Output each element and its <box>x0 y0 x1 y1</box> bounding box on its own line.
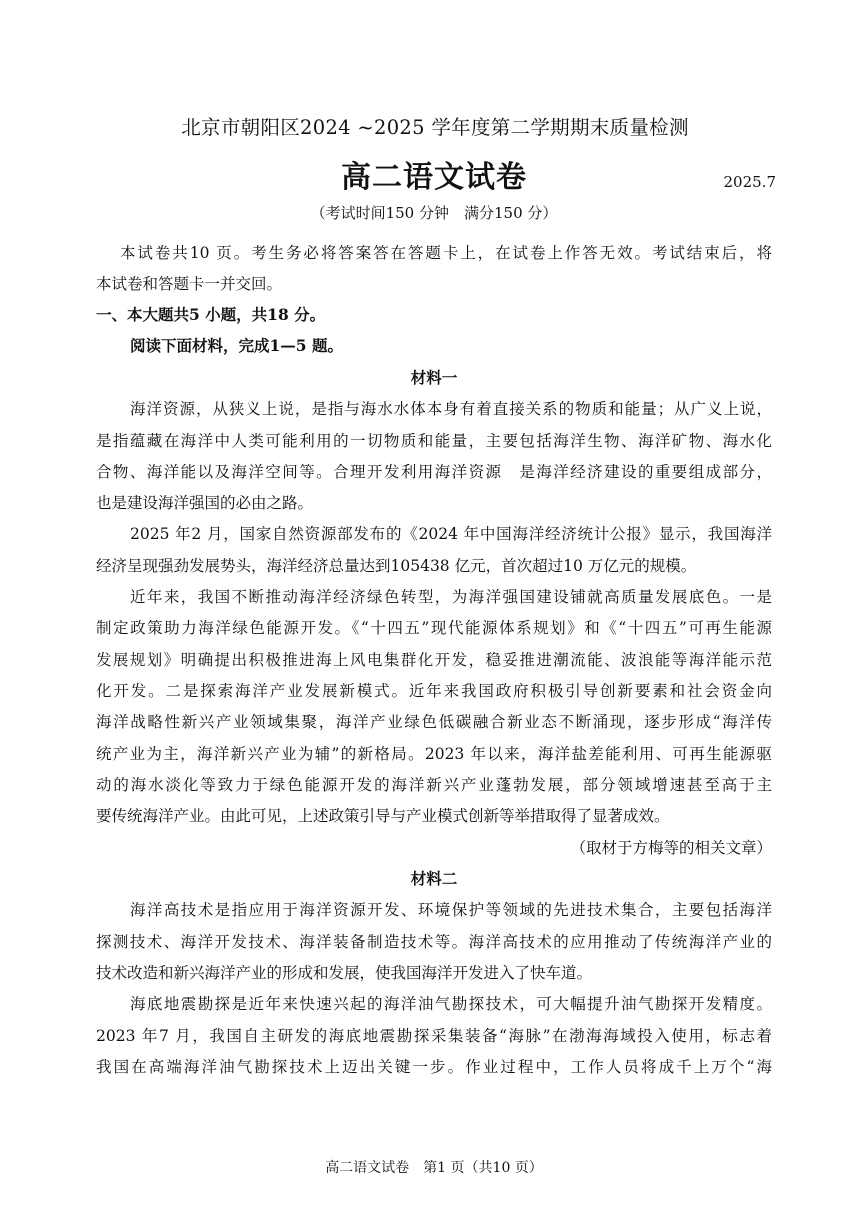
paragraph-line: 技术改造和新兴海洋产业的形成和发展，使我国海洋开发进入了快车道。 <box>96 964 593 982</box>
material-one-source: （取材于方梅等的相关文章） <box>570 839 772 857</box>
paragraph-line: 统产业为主，海洋新兴产业为辅”的新格局。2023 年以来，海洋盐差能利用、可再生能源驱 <box>96 745 772 763</box>
paragraph-line: 2023 年7 月，我国自主研发的海底地震勘探采集装备“海脉”在渤海海域投入使用，标志着 <box>96 1027 772 1045</box>
paragraph-line: 经济呈现强劲发展势头，海洋经济总量达到105438 亿元，首次超过10 万亿元的规模。 <box>96 557 697 575</box>
paragraph-line: 海洋高技术是指应用于海洋资源开发、环境保护等领域的先进技术集合，主要包括海洋 <box>130 901 772 919</box>
exam-date: 2025.7 <box>723 173 776 191</box>
paragraph-line: 2025 年2 月，国家自然资源部发布的《2024 年中国海洋经济统计公报》显示，我国海洋 <box>130 525 772 543</box>
section-heading: 一、本大题共5 小题，共18 分。 <box>96 305 326 324</box>
exam-subtitle: 北京市朝阳区2024 ~2025 学年度第二学期期末质量检测 <box>181 116 689 139</box>
material-one-heading: 材料一 <box>410 368 458 387</box>
paragraph-line: 探测技术、海洋开发技术、海洋装备制造技术等。海洋高技术的应用推动了传统海洋产业的 <box>96 933 772 951</box>
paragraph-line: 近年来，我国不断推动海洋经济绿色转型，为海洋强国建设铺就高质量发展底色。一是 <box>130 588 772 606</box>
paragraph-line: 海洋战略性新兴产业领域集聚，海洋产业绿色低碳融合新业态不断涌现，逐步形成“海洋传 <box>96 713 772 731</box>
page-title: 高二语文试卷 <box>341 160 527 195</box>
instruction-line: 本试卷共10 页。考生务必将答案答在答题卡上，在试卷上作答无效。考试结束后，将 <box>120 244 772 262</box>
paragraph-line: 海洋资源，从狭义上说，是指与海水水体本身有着直接关系的物质和能量；从广义上说， <box>130 400 772 418</box>
page-footer: 高二语文试卷 第1 页（共10 页） <box>325 1160 543 1176</box>
paragraph-line: 也是建设海洋强国的必由之路。 <box>96 494 314 512</box>
paragraph-line: 海底地震勘探是近年来快速兴起的海洋油气勘探技术，可大幅提升油气勘探开发精度。 <box>130 995 772 1013</box>
instruction-line: 本试卷和答题卡一并交回。 <box>96 275 283 293</box>
read-prompt: 阅读下面材料，完成1—5 题。 <box>130 336 343 355</box>
paragraph-line: 是指蕴藏在海洋中人类可能利用的一切物质和能量，主要包括海洋生物、海洋矿物、海水化 <box>96 432 772 450</box>
paragraph-line: 要传统海洋产业。由此可见，上述政策引导与产业模式创新等举措取得了显著成效。 <box>96 807 670 825</box>
exam-time-score-info: （考试时间150 分钟 满分150 分） <box>310 204 558 222</box>
paragraph-line: 动的海水淡化等致力于绿色能源开发的海洋新兴产业蓬勃发展，部分领域增速甚至高于主 <box>96 776 772 794</box>
material-two-heading: 材料二 <box>410 869 458 888</box>
paragraph-line: 发展规划》明确提出积极推进海上风电集群化开发，稳妥推进潮流能、波浪能等海洋能示范 <box>96 651 772 669</box>
paragraph-line: 我国在高端海洋油气勘探技术上迈出关键一步。作业过程中，工作人员将成千上万个“海 <box>96 1058 772 1076</box>
paragraph-line: 制定政策助力海洋绿色能源开发。《“十四五”现代能源体系规划》和《“十四五”可再生能源 <box>96 619 772 637</box>
paragraph-line: 化开发。二是探索海洋产业发展新模式。近年来我国政府积极引导创新要素和社会资金向 <box>96 682 772 700</box>
paragraph-line: 合物、海洋能以及海洋空间等。合理开发利用海洋资源 是海洋经济建设的重要组成部分， <box>96 463 772 481</box>
